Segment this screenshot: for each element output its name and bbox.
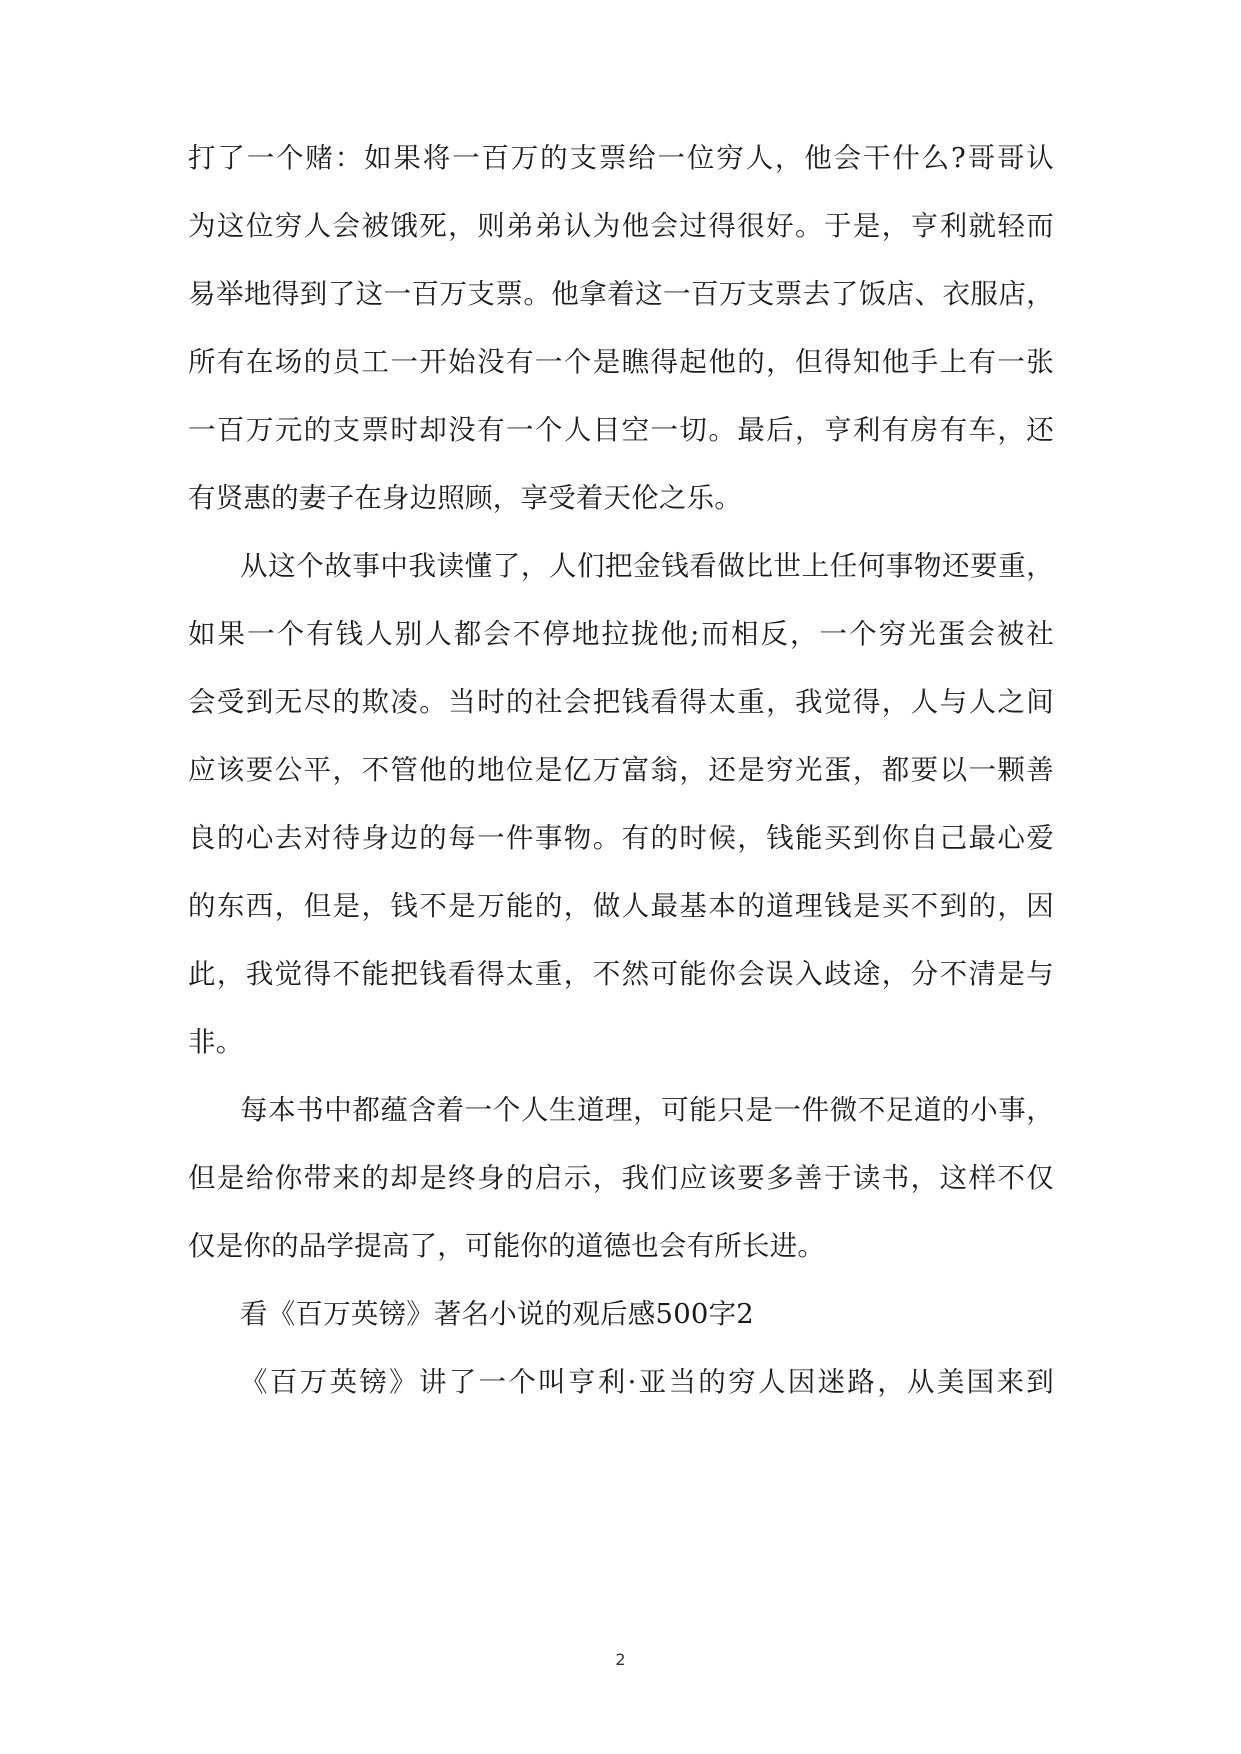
- text-line: 一百万元的支票时却没有一个人目空一切。最后，亨利有房有车，还: [188, 414, 1054, 446]
- text-line: 如果一个有钱人别人都会不停地拉拢他;而相反，一个穷光蛋会被社: [188, 618, 1054, 650]
- text-line: 非。: [188, 1026, 244, 1058]
- text-line: 易举地得到了这一百万支票。他拿着这一百万支票去了饭店、衣服店，: [188, 278, 1054, 310]
- text-line: 所有在场的员工一开始没有一个是瞧得起他的，但得知他手上有一张: [188, 346, 1054, 378]
- text-line: 的东西，但是，钱不是万能的，做人最基本的道理钱是买不到的，因: [188, 890, 1054, 922]
- paragraph-first-line: 从这个故事中我读懂了，人们把金钱看做比世上任何事物还要重，: [240, 550, 1054, 582]
- text-line: 应该要公平，不管他的地位是亿万富翁，还是穷光蛋，都要以一颗善: [188, 754, 1054, 786]
- section-heading: 看《百万英镑》著名小说的观后感500字2: [240, 1298, 754, 1330]
- paragraph-first-line: 《百万英镑》讲了一个叫亨利·亚当的穷人因迷路，从美国来到: [240, 1366, 1054, 1398]
- text-line: 良的心去对待身边的每一件事物。有的时候，钱能买到你自己最心爱: [188, 822, 1054, 854]
- text-line: 此，我觉得不能把钱看得太重，不然可能你会误入歧途，分不清是与: [188, 958, 1054, 990]
- text-line: 打了一个赌：如果将一百万的支票给一位穷人，他会干什么?哥哥认: [188, 142, 1054, 174]
- text-line: 但是给你带来的却是终身的启示，我们应该要多善于读书，这样不仅: [188, 1162, 1054, 1194]
- paragraph-first-line: 每本书中都蕴含着一个人生道理，可能只是一件微不足道的小事，: [240, 1094, 1054, 1126]
- text-line: 有贤惠的妻子在身边照顾，享受着天伦之乐。: [188, 482, 742, 514]
- text-line: 会受到无尽的欺凌。当时的社会把钱看得太重，我觉得，人与人之间: [188, 686, 1054, 718]
- text-line: 仅是你的品学提高了，可能你的道德也会有所长进。: [188, 1230, 826, 1262]
- page-number: 2: [615, 1650, 626, 1669]
- text-line: 为这位穷人会被饿死，则弟弟认为他会过得很好。于是，亨利就轻而: [188, 210, 1054, 242]
